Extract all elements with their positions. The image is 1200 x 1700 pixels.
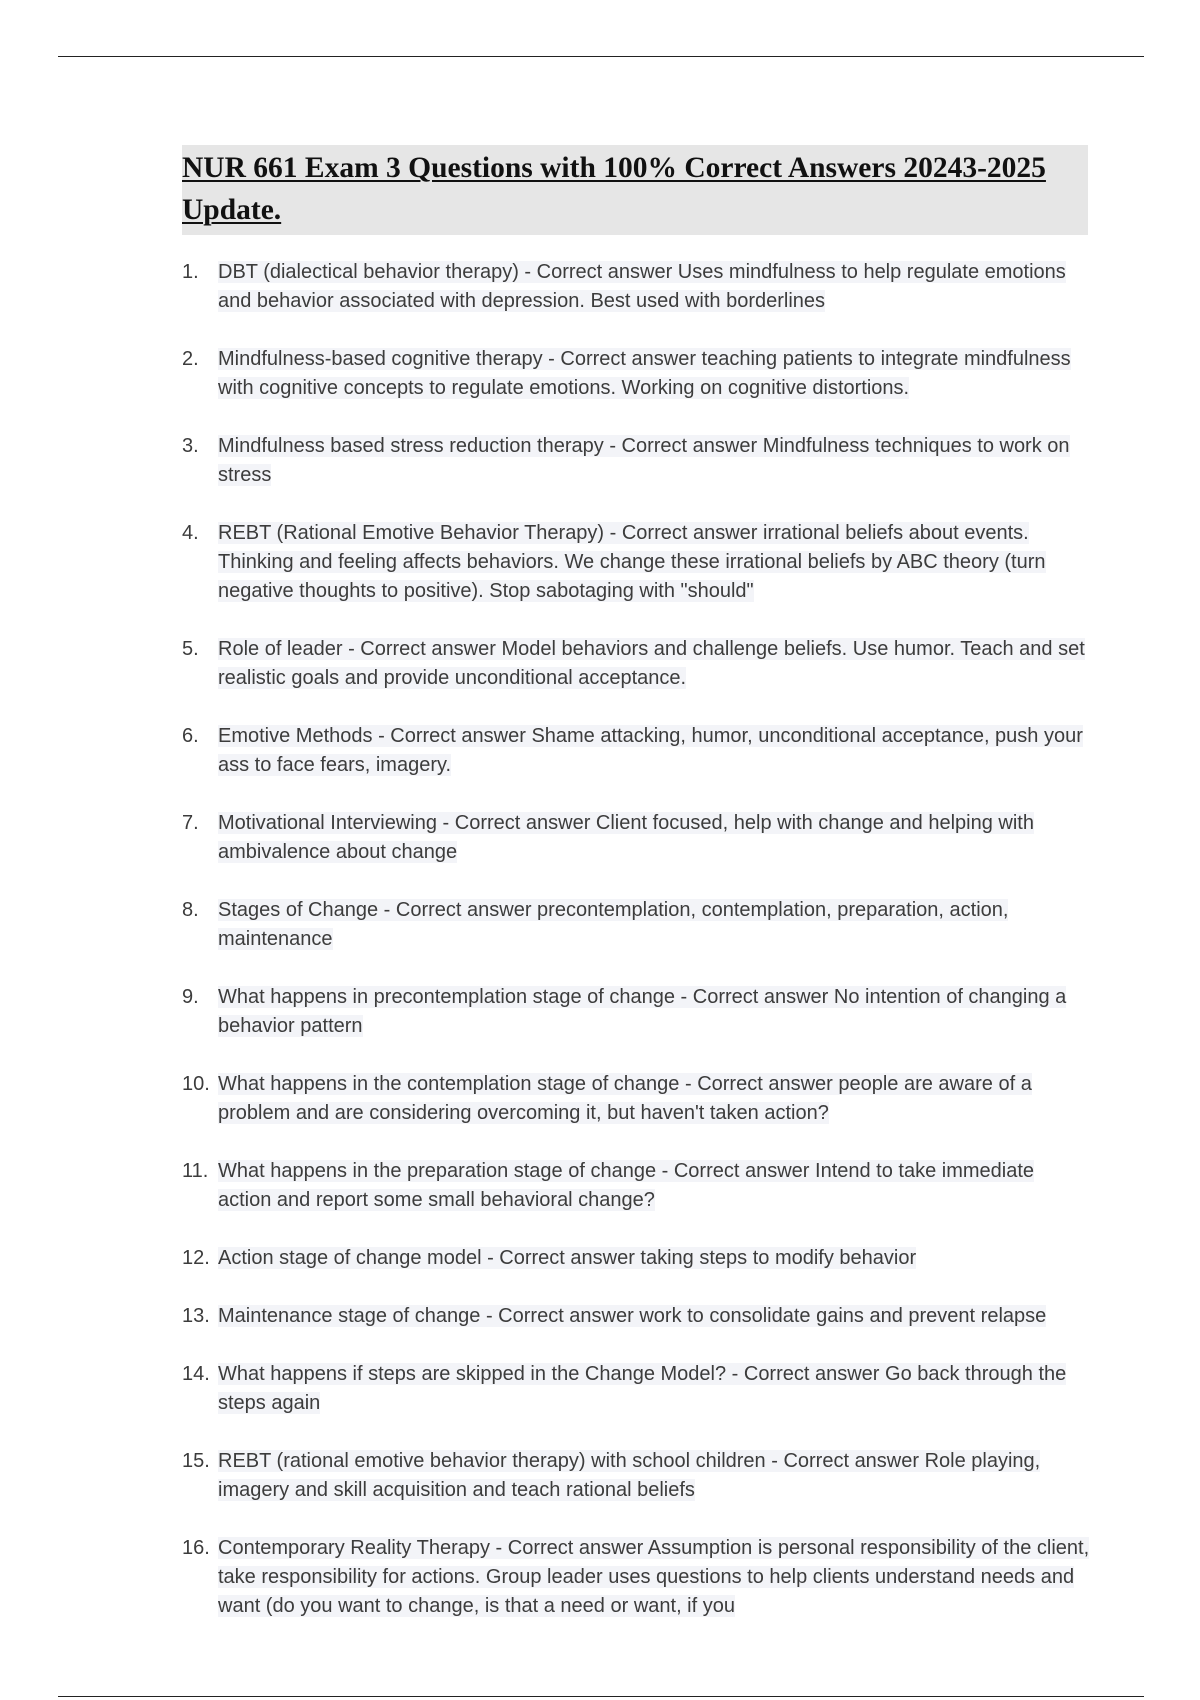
- item-number: 10.: [182, 1073, 210, 1095]
- item-text: Maintenance stage of change - Correct answer work to consolidate gains and prevent relapse: [218, 1305, 1047, 1327]
- list-item: [182, 1534, 1092, 1621]
- list-item: [182, 1157, 1092, 1215]
- title-block: [182, 145, 1088, 235]
- item-text: Contemporary Reality Therapy - Correct answer Assumption is personal responsibility of the client, take responsibility for actions. Group leader uses questions to help clients understand needs and want (do you want to change, is that a need or want, if you: [218, 1537, 1090, 1617]
- item-text: Mindfulness-based cognitive therapy - Correct answer teaching patients to integrate mindfulness with cognitive concepts to regulate emotions. Working on cognitive distortions.: [218, 348, 1071, 399]
- item-text: Role of leader - Correct answer Model behaviors and challenge beliefs. Use humor. Teach and set realistic goals and provide unconditional acceptance.: [218, 638, 1085, 689]
- item-text: Mindfulness based stress reduction therapy - Correct answer Mindfulness techniques to work on stress: [218, 435, 1070, 486]
- item-text: DBT (dialectical behavior therapy) - Correct answer Uses mindfulness to help regulate emotions and behavior associated with depression. Best used with borderlines: [218, 261, 1066, 312]
- item-text: REBT (Rational Emotive Behavior Therapy) - Correct answer irrational beliefs about events. Thinking and feeling affects behaviors. We change these irrational beliefs by ABC theory (turn negative thoughts to positive). Stop sabotaging with "should": [218, 522, 1046, 602]
- item-number: 2.: [182, 348, 199, 370]
- item-number: 6.: [182, 725, 199, 747]
- item-number: 13.: [182, 1305, 210, 1327]
- item-number: 9.: [182, 986, 199, 1008]
- list-item: [182, 635, 1092, 693]
- list-item: [182, 1244, 1092, 1273]
- item-number: 5.: [182, 638, 199, 660]
- list-item: [182, 1447, 1092, 1505]
- item-text: What happens in the preparation stage of change - Correct answer Intend to take immediate action and report some small behavioral change?: [218, 1160, 1035, 1211]
- item-number: 8.: [182, 899, 199, 921]
- item-text: REBT (rational emotive behavior therapy) with school children - Correct answer Role playing, imagery and skill acquisition and teach rational beliefs: [218, 1450, 1041, 1501]
- list-item: [182, 1302, 1092, 1331]
- item-number: 7.: [182, 812, 199, 834]
- item-text: Stages of Change - Correct answer precontemplation, contemplation, preparation, action, maintenance: [218, 899, 1009, 950]
- list-item: [182, 983, 1092, 1041]
- item-number: 15.: [182, 1450, 210, 1472]
- list-item: [182, 896, 1092, 954]
- list-item: [182, 345, 1092, 403]
- list-item: [182, 432, 1092, 490]
- item-number: 4.: [182, 522, 199, 544]
- list-item: [182, 258, 1092, 316]
- item-text: Emotive Methods - Correct answer Shame attacking, humor, unconditional acceptance, push your ass to face fears, imagery.: [218, 725, 1083, 776]
- item-number: 1.: [182, 261, 199, 283]
- item-text: What happens in the contemplation stage of change - Correct answer people are aware of a problem and are considering overcoming it, but haven't taken action?: [218, 1073, 1032, 1124]
- top-rule: [58, 56, 1144, 57]
- list-item: [182, 1070, 1092, 1128]
- item-text: Motivational Interviewing - Correct answer Client focused, help with change and helping with ambivalence about change: [218, 812, 1034, 863]
- item-text: What happens if steps are skipped in the Change Model? - Correct answer Go back through the steps again: [218, 1363, 1067, 1414]
- list-item: [182, 1360, 1092, 1418]
- list-item: [182, 519, 1092, 606]
- item-text: Action stage of change model - Correct answer taking steps to modify behavior: [218, 1247, 917, 1269]
- item-number: 11.: [182, 1160, 209, 1182]
- item-text: What happens in precontemplation stage of change - Correct answer No intention of changing a behavior pattern: [218, 986, 1067, 1037]
- item-number: 3.: [182, 435, 199, 457]
- bottom-rule: [58, 1696, 1144, 1697]
- list-item: [182, 722, 1092, 780]
- qa-list: [182, 258, 1092, 1650]
- item-number: 12.: [182, 1247, 210, 1269]
- document-title: NUR 661 Exam 3 Questions with 100% Correct Answers 20243-2025 Update.: [182, 152, 1046, 226]
- item-number: 14.: [182, 1363, 210, 1385]
- list-item: [182, 809, 1092, 867]
- item-number: 16.: [182, 1537, 210, 1559]
